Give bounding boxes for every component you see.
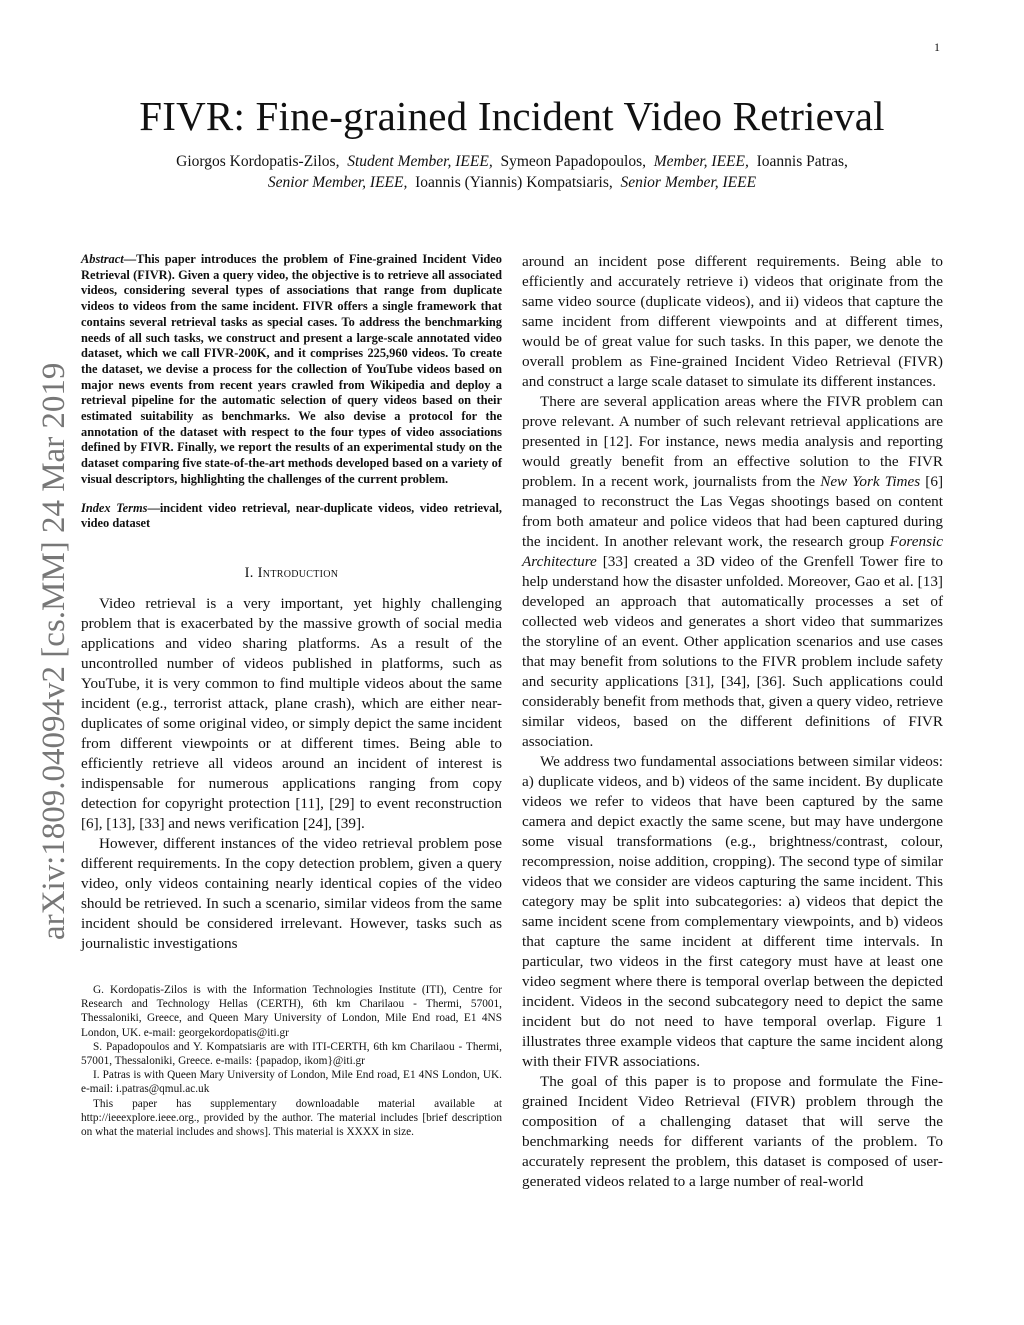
body-paragraph: The goal of this paper is to propose and formulate the Fine-grained Incident Video Retrieval (FIVR) problem through the composition of a challenging dataset that will serve the benchmarking needs for different variants of the problem. To accurately represent the problem, this dataset is composed of user-generated videos related to a large number of real-world (522, 1073, 943, 1190)
author-role: Senior Member, IEEE, (267, 174, 408, 191)
body-paragraph: We address two fundamental associations between similar videos: a) duplicate videos, and b) videos of the same incident. By duplicate videos we refer to videos that have been captured by the same camera and depict exactly the same scene, but may have undergone some visual transformations (e.g., brightness/contrast, colour, recompression, noise addition, cropping). The second type of similar videos that we consider are videos capturing the same incident. This category may be split into subcategories: a) videos that depict the same incident scene from complementary viewpoints, and b) videos that capture the same incident at different time intervals. In particular, two videos in the first category must have at least one video segment where there is temporal overlap between the depicted incident. Videos in the second subcategory need to depict the same incident but do not need to have temporal overlap. Figure 1 illustrates three example videos that capture the same incident along with their FIVR associations. (522, 753, 943, 1070)
footnotes (81, 983, 502, 1139)
author-role: Student Member, IEEE, (347, 153, 493, 170)
text-run: [6] managed to reconstruct the Las Vegas shootings based on content from both amateur and police videos that had been captured during the incident. In another relevant work, the research group (522, 473, 943, 550)
text-run: There are several application areas where the FIVR problem can prove relevant. A number of such relevant retrieval applications are presented in [12]. For instance, news media analysis and reporting would greatly benefit from an effective solution to the FIVR problem. In a recent work, journalists from the (522, 393, 943, 490)
index-terms-text: incident video retrieval, near-duplicate videos, video retrieval, video dataset (81, 500, 502, 531)
right-column (522, 252, 943, 1192)
left-column (81, 252, 502, 1139)
section-title: Introduction (257, 564, 339, 581)
body-paragraph: However, different instances of the video retrieval problem pose different requirements. In the copy detection problem, given a query video, only videos containing nearly identical copies of the video should be retrieved. In such a scenario, similar videos from the same incident should be considered irrelevant. However, tasks such as journalistic investigations (81, 834, 502, 952)
footnote: I. Patras is with Queen Mary University of London, Mile End road, E1 4NS London, UK. e-mail: i.patras@qmul.ac.uk (81, 1069, 502, 1096)
text-run: [33] created a 3D video of the Grenfell Tower fire to help understand how the disaster unfolded. Moreover, Gao et al. [13] developed an approach that automatically processes a set of collected web videos and generates a short video that summarizes the storyline of an event. Other application scenarios and use cases that may benefit from solutions to the FIVR problem include safety and security applications [31], [34], [36]. Such applications could considerably benefit from methods that, given a query video, retrieve similar videos, based on the different definitions of FIVR association. (522, 553, 943, 750)
author-name: Symeon Papadopoulos, (500, 153, 646, 170)
abstract-label: Abstract (81, 252, 124, 266)
author-line-1 (100, 151, 924, 172)
author-role: Member, IEEE, (653, 153, 749, 170)
footnote: This paper has supplementary downloadable material available at http://ieeexplore.ieee.org., provided by the author. The material includes [brief description on what the material includes and shows]. This material is XXXX in size. (81, 1097, 502, 1138)
author-list (100, 151, 924, 193)
index-terms-label: Index Terms (81, 500, 148, 515)
footnote: G. Kordopatis-Zilos is with the Information Technologies Institute (ITI), Centre for Research and Technology Hellas (CERTH), 6th km Charilaou - Thermi, 57001, Thessaloniki, Greece, and Queen Mary University of London, Mile End road, E1 4NS London, UK. e-mail: georgekordopatis@iti.gr (81, 983, 502, 1039)
body-paragraph (522, 392, 943, 752)
section-heading (81, 565, 502, 582)
emphasis: Forensic Architecture (522, 533, 943, 570)
abstract: Abstract—This paper introduces the problem of Fine-grained Incident Video Retrieval (FIVR). Given a query video, the objective is to retrieve all associated videos, considering several types of associations that range from duplicate videos to videos from the same incident. FIVR offers a single framework that contains several retrieval tasks as special cases. To address the benchmarking needs of all such tasks, we construct and present a large-scale annotated video dataset, which we call FIVR-200K, and it comprises 225,960 videos. To create the dataset, we devise a process for the collection of YouTube videos based on major news events from recent years crawled from Wikipedia and deploy a retrieval pipeline for the automatic selection of query videos based on their estimated suitability as benchmarks. We also devise a protocol for the annotation of the dataset with respect to the four types of video associations defined by FIVR. Finally, we report the results of an experimental study on the dataset comparing five state-of-the-art methods developed based on a variety of visual descriptors, highlighting the challenges of the current problem. (81, 252, 502, 486)
author-name: Ioannis Patras, (756, 153, 848, 170)
page-number: 1 (934, 40, 940, 54)
author-role: Senior Member, IEEE (620, 174, 757, 191)
index-terms: Index Terms—incident video retrieval, near-duplicate videos, video retrieval, video dataset (81, 500, 502, 531)
author-name: Ioannis (Yiannis) Kompatsiaris, (415, 174, 613, 191)
body-paragraph: Video retrieval is a very important, yet highly challenging problem that is exacerbated by the massive growth of social media applications and video sharing platforms. As a result of the uncontrolled number of videos published in platforms, such as YouTube, it is very common to find multiple videos about the same incident (e.g., terrorist attack, plane crash), which are either near-duplicates of some original video, or simply depict the same incident from different viewpoints or at different times. Being able to efficiently retrieve all videos around an incident of interest is indispensable for numerous applications ranging from copy detection for copyright protection [11], [29] to event reconstruction [6], [13], [33] and news verification [24], [39]. (81, 594, 502, 832)
paper-title: FIVR: Fine-grained Incident Video Retrieval (139, 93, 885, 139)
footnote: S. Papadopoulos and Y. Kompatsiaris are with ITI-CERTH, 6th km Charilaou - Thermi, 57001, Thessaloniki, Greece. e-mails: {papadop, ikom}@iti.gr (81, 1040, 502, 1067)
author-name: Giorgos Kordopatis-Zilos, (176, 153, 340, 170)
body-paragraph: around an incident pose different requirements. Being able to efficiently and accurately retrieve i) videos that originate from the same video source (duplicate videos), and ii) videos that capture the same incident from different viewpoints and at different times, would be of great value for such tasks. In this paper, we denote the overall problem as Fine-grained Incident Video Retrieval (FIVR) and construct a large scale dataset to simulate its different instances. (522, 253, 943, 390)
author-line-2 (100, 172, 924, 193)
arxiv-identifier: arXiv:1809.04094v2 [cs.MM] 24 Mar 2019 (36, 362, 72, 940)
abstract-text: This paper introduces the problem of Fine-grained Incident Video Retrieval (FIVR). Given a query video, the objective is to retrieve all associated videos, considering several types of associations that range from duplicate videos to videos from the same incident. FIVR offers a single framework that contains several retrieval tasks as special cases. To address the benchmarking needs of all such tasks, we construct and present a large-scale annotated video dataset, which we call FIVR-200K, and it comprises 225,960 videos. To create the dataset, we devise a process for the collection of YouTube videos based on major news events from recent years crawled from Wikipedia and deploy a retrieval pipeline for the automatic selection of query videos based on their estimated suitability as benchmarks. We also devise a protocol for the annotation of the dataset with respect to the four types of video associations defined by FIVR. Finally, we report the results of an experimental study on the dataset comparing five state-of-the-art methods developed based on a variety of visual descriptors, highlighting the challenges of the current problem. (81, 252, 502, 486)
emphasis: New York Times (820, 473, 921, 490)
section-number: I. (244, 564, 254, 581)
